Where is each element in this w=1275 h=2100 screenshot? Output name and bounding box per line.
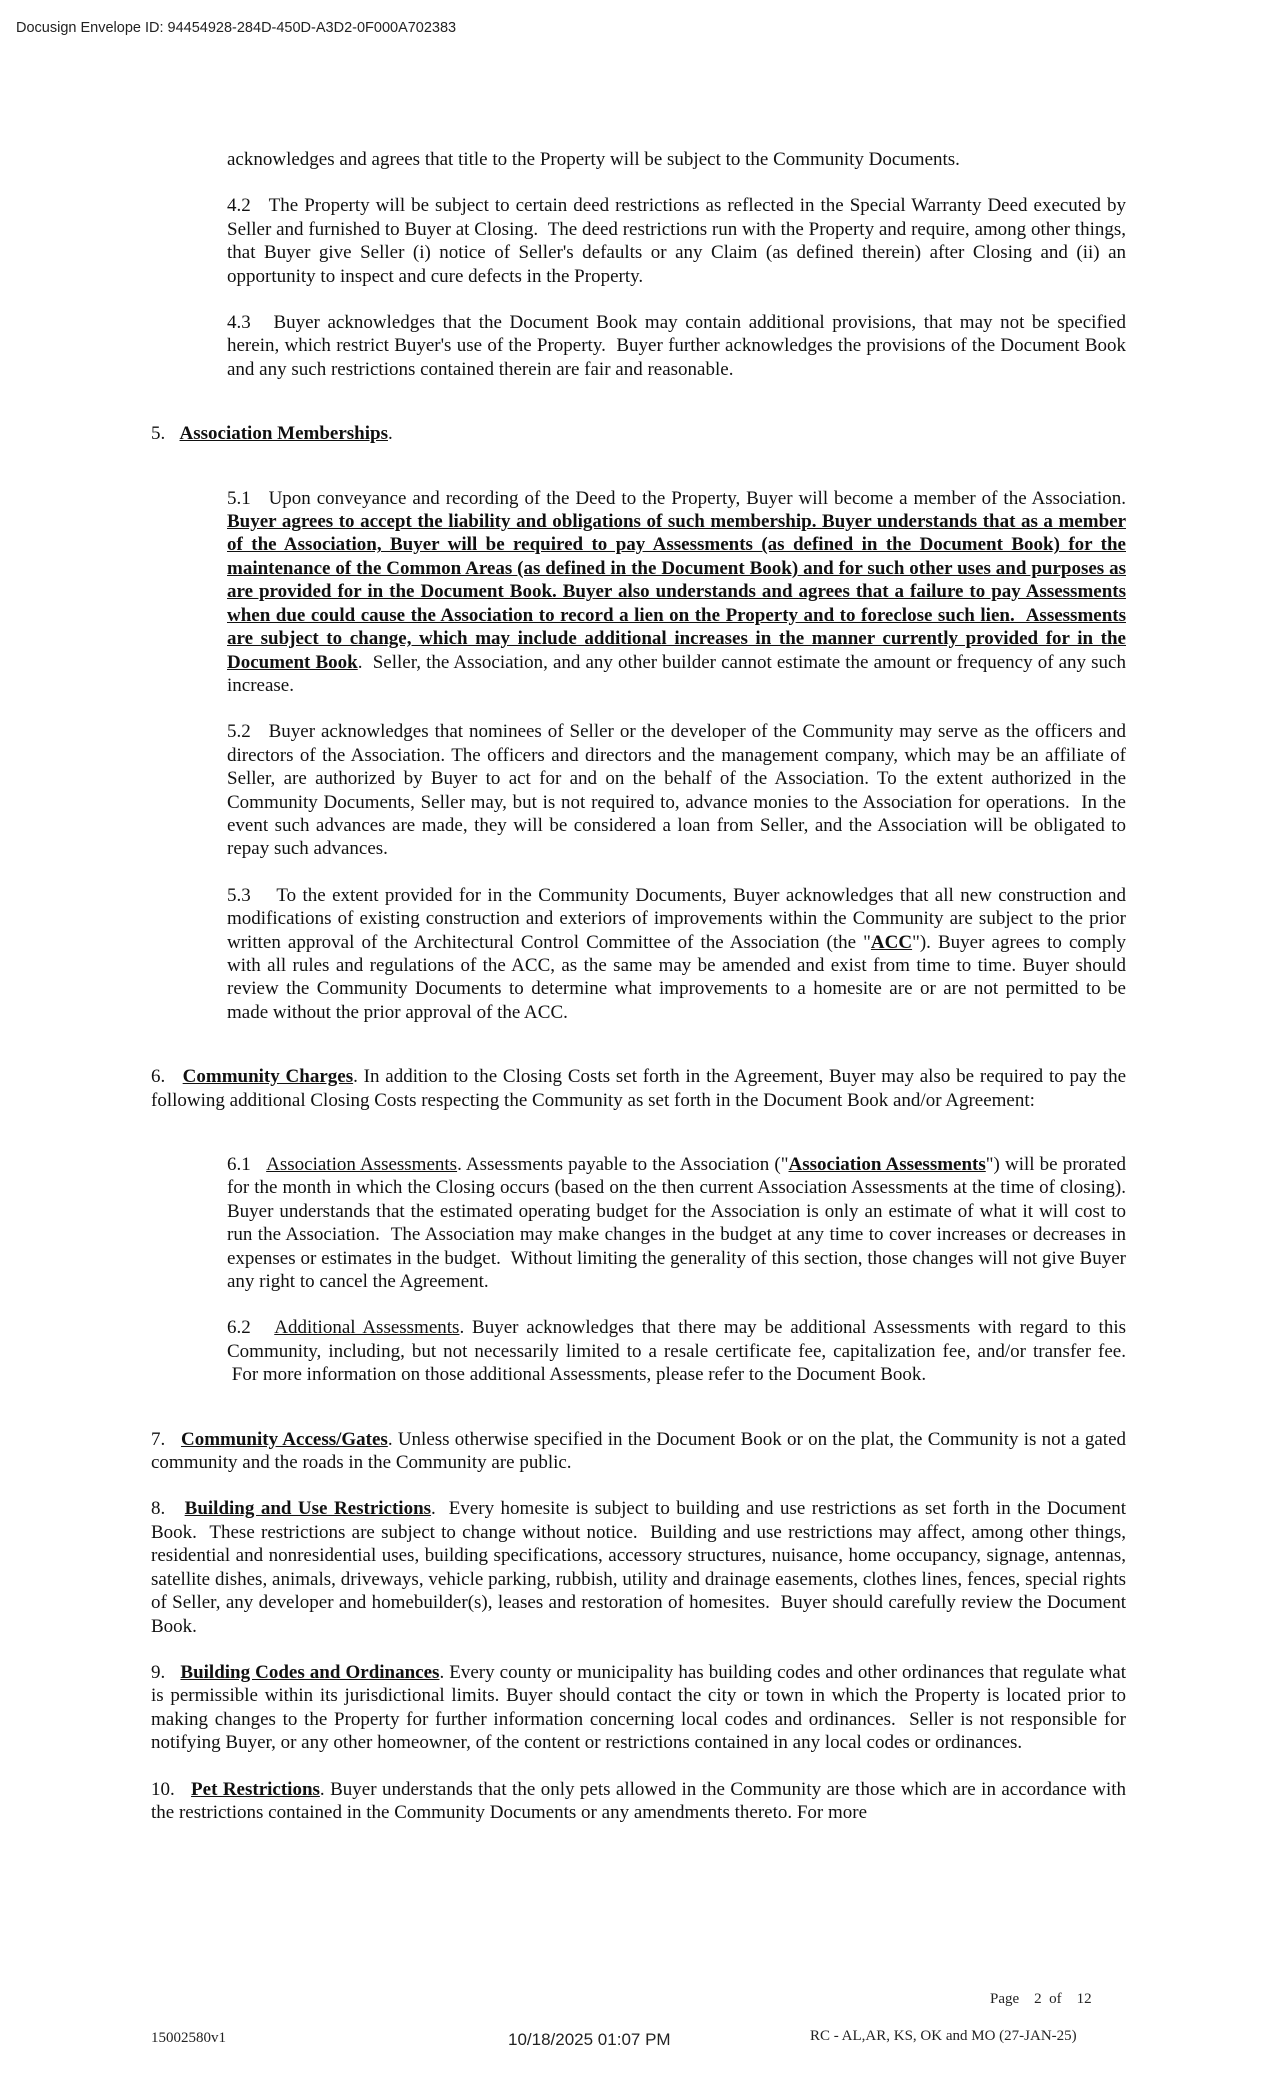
- section-title: Community Charges: [182, 1066, 354, 1088]
- section-10: 10. Pet Restrictions. Buyer understands that the only pets allowed in the Community are those which are in accordance with the restrictions contained in the Community Documents or any amendments thereto. For more: [151, 1778, 1126, 1823]
- paragraph-4-1-continued: acknowledges and agrees that title to the Property will be subject to the Community Documents.: [227, 149, 960, 170]
- signature-timestamp: 10/18/2025 01:07 PM: [508, 2030, 671, 2049]
- paragraph-4-2: 4.2 The Property will be subject to certain deed restrictions as reflected in the Special Warranty Deed executed by Seller and furnished to Buyer at Closing. The deed restrictions run with the Property and require, among other things, that Buyer give Seller (i) notice of Seller's defaults or any Claim (as defined therein) after Closing and (ii) an opportunity to inspect and cure defects in the Property.: [227, 195, 1126, 287]
- document-id: 15002580v1: [151, 2030, 226, 2046]
- page-indicator: Page 2 of 12: [990, 1991, 1092, 2007]
- section-title: Building and Use Restrictions: [184, 1498, 432, 1520]
- paragraph-5-3: 5.3 To the extent provided for in the Community Documents, Buyer acknowledges that all new construction and modifications of existing construction and exteriors of improvements within the Community are subject to the prior written approval of the Architectural Control Committee of the Association (the "ACC"). Buyer agrees to comply with all rules and regulations of the ACC, as the same may be amended and exist from time to time. Buyer should review the Community Documents to determine what improvements to a homesite are or are not permitted to be made without the prior approval of the ACC.: [227, 884, 1126, 1023]
- paragraph-5-2: 5.2 Buyer acknowledges that nominees of Seller or the developer of the Community may serve as the officers and directors of the Association. The officers and directors and the management company, which may be an affiliate of Seller, are authorized by Buyer to act for and on the behalf of the Association. To the extent authorized in the Community Documents, Seller may, but is not required to, advance monies to the Association for operations. In the event such advances are made, they will be considered a loan from Seller, and the Association will be obligated to repay such advances.: [227, 721, 1126, 860]
- page-number: 2: [1034, 1991, 1042, 2007]
- subsection-title: Additional Assessments: [274, 1317, 460, 1339]
- defined-term-association-assessments: Association Assessments: [788, 1154, 986, 1175]
- section-title: Building Codes and Ordinances: [180, 1661, 440, 1683]
- paragraph-6-2: 6.2 Additional Assessments. Buyer acknowledges that there may be additional Assessments with regard to this Community, including, but not necessarily limited to a resale certificate fee, capitalization fee, and/or transfer fee. For more information on those additional Assessments, please refer to the Document Book.: [227, 1317, 1127, 1386]
- section-number: 9.: [151, 1661, 166, 1683]
- section-number: 5.: [151, 423, 166, 445]
- section-9: 9. Building Codes and Ordinances. Every county or municipality has building codes and other ordinances that regulate what is permissible within its jurisdictional limits. Buyer should contact the city or town in which the Property is located prior to making changes to the Property for further information concerning local codes and ordinances. Seller is not responsible for notifying Buyer, or any other homeowner, of the content or restrictions contained in any local codes or ordinances.: [151, 1661, 1127, 1754]
- form-reference: RC - AL,AR, KS, OK and MO (27-JAN-25): [810, 2028, 1077, 2044]
- section-number: 10.: [151, 1778, 175, 1800]
- section-title: Association Memberships: [179, 423, 388, 445]
- section-number: 8.: [151, 1498, 166, 1520]
- page-total: 12: [1076, 1991, 1092, 2007]
- paragraph-6-1: 6.1 Association Assessments. Assessments payable to the Association ("Association Assessments") will be prorated for the month in which the Closing occurs (based on the then current Association Assessments at the time of closing). Buyer understands that the estimated operating budget for the Association is only an estimate of what it will cost to run the Association. The Association may make changes in the budget at any time to cover increases or decreases in expenses or estimates in the budget. Without limiting the generality of this section, those changes will not give Buyer any right to cancel the Agreement.: [227, 1154, 1127, 1293]
- paragraph-5-1: 5.1 Upon conveyance and recording of the Deed to the Property, Buyer will become a member of the Association. Buyer agrees to accept the liability and obligations of such membership. Buyer understands that as a member of the Association, Buyer will be required to pay Assessments (as defined in the Document Book) for the maintenance of the Common Areas (as defined in the Document Book) and for such other uses and purposes as are provided for in the Document Book. Buyer also understands and agrees that a failure to pay Assessments when due could cause the Association to record a lien on the Property and to foreclose such lien. Assessments are subject to change, which may include additional increases in the manner currently provided for in the Document Book. Seller, the Association, and any other builder cannot estimate the amount or frequency of any such increase.: [227, 487, 1126, 696]
- section-7: 7. Community Access/Gates. Unless otherwise specified in the Document Book or on the plat, the Community is not a gated community and the roads in the Community are public.: [151, 1428, 1126, 1474]
- section-6: 6. Community Charges. In addition to the Closing Costs set forth in the Agreement, Buyer may also be required to pay the following additional Closing Costs respecting the Community as set forth in the Document Book and/or Agreement:: [151, 1066, 1126, 1111]
- subsection-title: Association Assessments: [266, 1154, 458, 1175]
- section-number: 7.: [151, 1428, 166, 1450]
- section-title: Community Access/Gates: [180, 1428, 388, 1450]
- membership-obligations-text: Buyer agrees to accept the liability and obligations of such membership. Buyer understands that as a member of the Association, Buyer will be required to pay Assessments (as defined in the Document Book) for the maintenance of the Common Areas (as defined in the Document Book) and for such other uses and purposes as are provided for in the Document Book. Buyer also understands and agrees that a failure to pay Assessments when due could cause the Association to record a lien on the Property and to foreclose such lien. Assessments are subject to change, which may include additional increases in the manner currently provided for in the Document Book: [227, 511, 1126, 673]
- section-number: 6.: [151, 1066, 166, 1088]
- paragraph-4-3: 4.3 Buyer acknowledges that the Document Book may contain additional provisions, that may not be specified herein, which restrict Buyer's use of the Property. Buyer further acknowledges the provisions of the Document Book and any such restrictions contained therein are fair and reasonable.: [227, 312, 1126, 380]
- section-8: 8. Building and Use Restrictions. Every homesite is subject to building and use restrictions as set forth in the Document Book. These restrictions are subject to change without notice. Building and use restrictions may affect, among other things, residential and nonresidential uses, building specifications, accessory structures, nuisance, home occupancy, signage, antennas, satellite dishes, animals, driveways, vehicle parking, rubbish, utility and drainage easements, clothes lines, fences, special rights of Seller, any developer and homebuilder(s), leases and restoration of homesites. Buyer should carefully review the Document Book.: [151, 1498, 1127, 1637]
- defined-term-acc: ACC: [870, 931, 913, 953]
- envelope-id: Docusign Envelope ID: 94454928-284D-450D-A3D2-0F000A702383: [16, 20, 457, 36]
- document-body: [151, 148, 1126, 1824]
- section-title: Pet Restrictions: [191, 1778, 320, 1800]
- section-5-heading: 5. Association Memberships.: [151, 423, 393, 445]
